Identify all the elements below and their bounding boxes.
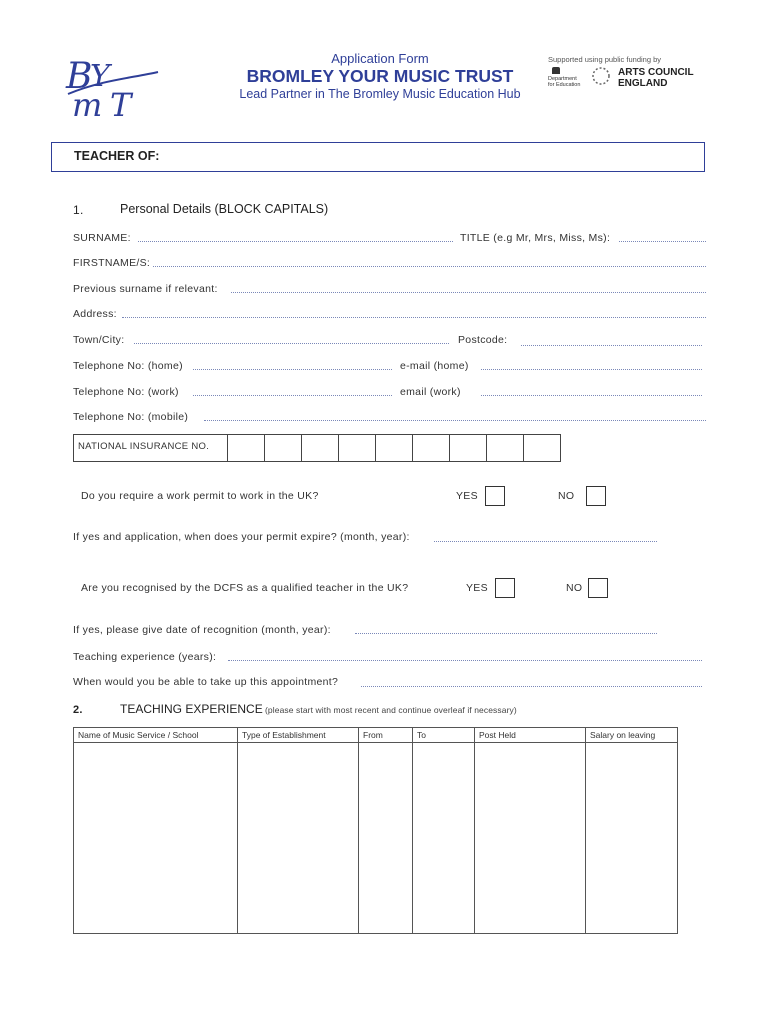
availability-label: When would you be able to take up this appointment?: [73, 676, 339, 688]
ni-cell[interactable]: [413, 435, 450, 461]
tel-work-label: Telephone No: (work): [73, 386, 179, 398]
section2-number: 2.: [73, 704, 83, 716]
tagline: Lead Partner in The Bromley Music Education Hub: [239, 87, 521, 101]
from-cell[interactable]: [359, 743, 413, 934]
ni-cell[interactable]: [265, 435, 302, 461]
ace-line2: ENGLAND: [618, 78, 668, 89]
work-permit-question: Do you require a work permit to work in the UK?: [81, 490, 319, 502]
dfe-line2: for Education: [548, 82, 581, 88]
ace-logo-mark: [591, 66, 611, 86]
org-name: BROMLEY YOUR MUSIC TRUST: [246, 66, 514, 86]
col-header-establishment-type: Type of Establishment: [238, 728, 359, 743]
tel-mobile-field[interactable]: [204, 420, 706, 421]
music-service-cell[interactable]: [74, 743, 238, 934]
prev-surname-field[interactable]: [231, 292, 706, 293]
section2-title: TEACHING EXPERIENCE: [120, 702, 263, 716]
title-field[interactable]: [619, 241, 706, 242]
svg-text:B: B: [66, 56, 93, 97]
ni-cell[interactable]: [302, 435, 339, 461]
bymt-logo: [62, 50, 162, 120]
svg-text:Y: Y: [90, 59, 110, 94]
to-cell[interactable]: [413, 743, 475, 934]
town-label: Town/City:: [73, 334, 125, 346]
funding-note: Supported using public funding by: [548, 55, 661, 64]
col-header-from: From: [359, 728, 413, 743]
address-field[interactable]: [122, 317, 706, 318]
email-home-label: e-mail (home): [400, 360, 469, 372]
tel-mobile-label: Telephone No: (mobile): [73, 411, 189, 423]
dcfs-yes-label: YES: [466, 582, 488, 594]
email-work-field[interactable]: [481, 395, 702, 396]
ni-cell[interactable]: [524, 435, 560, 461]
svg-text:T: T: [110, 86, 132, 120]
ni-cell[interactable]: [228, 435, 265, 461]
work-permit-yes-checkbox[interactable]: [485, 486, 505, 506]
experience-table: [73, 727, 678, 934]
svg-text:m: m: [72, 86, 103, 120]
postcode-field[interactable]: [521, 345, 702, 346]
ni-cell[interactable]: [450, 435, 487, 461]
post-held-cell[interactable]: [475, 743, 586, 934]
experience-years-label: Teaching experience (years):: [73, 651, 217, 663]
work-permit-yes-label: YES: [456, 490, 478, 502]
section1-title: Personal Details (BLOCK CAPITALS): [120, 202, 329, 216]
permit-expiry-label: If yes and application, when does your permit expire? (month, year):: [73, 531, 410, 543]
ace-line1: ARTS COUNCIL: [618, 67, 694, 78]
dcfs-yes-checkbox[interactable]: [495, 578, 515, 598]
postcode-label: Postcode:: [458, 334, 508, 346]
availability-field[interactable]: [361, 686, 702, 687]
dcfs-question: Are you recognised by the DCFS as a qualified teacher in the UK?: [81, 582, 409, 594]
teacher-of-box[interactable]: [51, 142, 705, 172]
permit-expiry-field[interactable]: [434, 541, 657, 542]
section1-number: 1.: [73, 203, 84, 217]
work-permit-no-label: NO: [558, 490, 575, 502]
col-header-post-held: Post Held: [475, 728, 586, 743]
surname-label: SURNAME:: [73, 232, 131, 244]
title-label: TITLE (e.g Mr, Mrs, Miss, Ms):: [460, 232, 611, 244]
firstnames-field[interactable]: [153, 266, 706, 267]
form-type: Application Form: [331, 51, 429, 66]
email-home-field[interactable]: [481, 369, 702, 370]
surname-field[interactable]: [138, 241, 453, 242]
ni-label: NATIONAL INSURANCE NO.: [74, 435, 228, 461]
prev-surname-label: Previous surname if relevant:: [73, 283, 218, 295]
work-permit-no-checkbox[interactable]: [586, 486, 606, 506]
town-field[interactable]: [134, 343, 449, 344]
ni-cell[interactable]: [339, 435, 376, 461]
section2-note: (please start with most recent and continue overleaf if necessary): [265, 705, 517, 715]
address-label: Address:: [73, 308, 117, 320]
email-work-label: email (work): [400, 386, 461, 398]
experience-table-header: [74, 728, 678, 743]
ni-cell[interactable]: [376, 435, 413, 461]
col-header-to: To: [413, 728, 475, 743]
establishment-type-cell[interactable]: [238, 743, 359, 934]
ni-number-grid: [73, 434, 561, 462]
experience-years-field[interactable]: [228, 660, 702, 661]
dfe-line1: Department: [548, 76, 577, 82]
ni-cell[interactable]: [487, 435, 524, 461]
firstnames-label: FIRSTNAME/S:: [73, 257, 151, 269]
tel-work-field[interactable]: [193, 395, 392, 396]
dfe-logo: [548, 67, 586, 89]
table-row: [74, 743, 678, 934]
tel-home-label: Telephone No: (home): [73, 360, 183, 372]
col-header-music-service: Name of Music Service / School: [74, 728, 238, 743]
crown-icon: [552, 67, 560, 74]
dcfs-no-checkbox[interactable]: [588, 578, 608, 598]
col-header-salary: Salary on leaving: [586, 728, 678, 743]
tel-home-field[interactable]: [193, 369, 392, 370]
teacher-of-label: TEACHER OF:: [74, 149, 160, 163]
recognition-date-field[interactable]: [355, 633, 657, 634]
recognition-date-label: If yes, please give date of recognition (month, year):: [73, 624, 331, 636]
salary-cell[interactable]: [586, 743, 678, 934]
dcfs-no-label: NO: [566, 582, 583, 594]
